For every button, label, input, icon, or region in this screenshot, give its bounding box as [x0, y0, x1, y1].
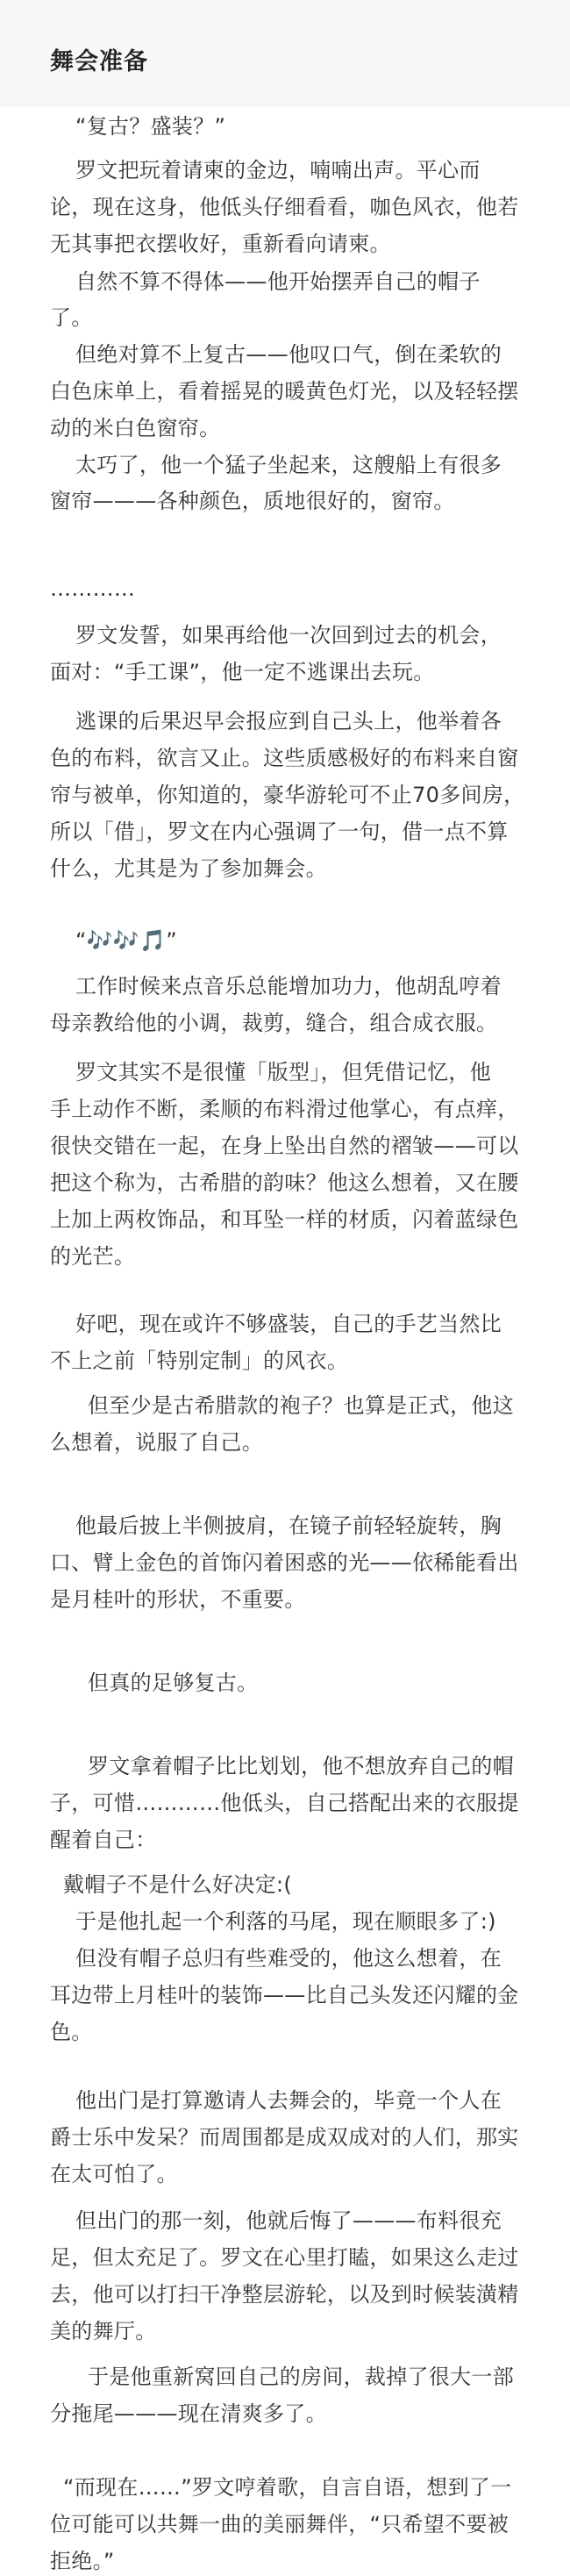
paragraph-line: 什么，尤其是为了参加舞会。	[50, 856, 327, 881]
paragraph-line: 自然不算不得体——他开始摆弄自己的帽子	[75, 269, 481, 294]
paragraph-line: 但出门的那一刻，他就后悔了———布料很充	[75, 2208, 502, 2233]
paragraph-line: 罗文发誓，如果再给他一次回到过去的机会，	[75, 623, 502, 648]
paragraph-line: 不上之前「特别定制」的风衣。	[50, 1349, 349, 1373]
paragraph-line: 爵士乐中发呆？而周围都是成双成对的人们，那实	[50, 2125, 519, 2150]
paragraph-line: 工作时候来点音乐总能增加功力，他胡乱哼着	[75, 974, 502, 998]
paragraph-line: “🎶🎶🎵”	[75, 928, 178, 953]
paragraph-line: 子，可惜…………他低头，自己搭配出来的衣服提	[50, 1791, 519, 1815]
paragraph-line: 拒绝。”	[50, 2549, 115, 2573]
paragraph-line: 他最后披上半侧披肩，在镜子前轻轻旋转，胸	[75, 1513, 502, 1538]
paragraph-line: 罗文把玩着请柬的金边，喃喃出声。平心而	[75, 158, 481, 182]
paragraph-line: 足，但太充足了。罗文在心里打瞌，如果这么走过	[50, 2245, 519, 2270]
paragraph-line: 于是他重新窝回自己的房间，裁掉了很大一部	[88, 2365, 514, 2389]
paragraph-line: 的光芒。	[50, 1244, 136, 1269]
paragraph-line: 于是他扎起一个利落的马尾，现在顺眼多了:)	[75, 1909, 496, 1934]
paragraph-line: 口、臂上金色的首饰闪着困惑的光——依稀能看出	[50, 1550, 519, 1575]
paragraph-line: 美的舞厅。	[50, 2319, 157, 2343]
paragraph-line: 很快交错在一起，在身上坠出自然的褶皱——可以	[50, 1134, 519, 1158]
paragraph-line: “而现在……”罗文哼着歌，自言自语，想到了一	[63, 2475, 512, 2500]
paragraph-line: 面对：“手工课”，他一定不逃课出去玩。	[50, 660, 435, 684]
paragraph-line: 但没有帽子总归有些难受的，他这么想着，在	[75, 1946, 502, 1971]
paragraph-line: 手上动作不断，柔顺的布料滑过他掌心，有点痒，	[50, 1097, 519, 1121]
paragraph-line: 逃课的后果迟早会报应到自己头上，他举着各	[75, 709, 502, 733]
paragraph-line: 太巧了，他一个猛子坐起来，这艘船上有很多	[75, 453, 502, 477]
paragraph-line: 醒着自己：	[50, 1828, 157, 1852]
paragraph-line: 把这个称为，古希腊的韵味？他这么想着，又在腰	[50, 1170, 519, 1195]
paragraph-line: 罗文拿着帽子比比划划，他不想放弃自己的帽	[88, 1754, 514, 1778]
paragraph-line: 戴帽子不是什么好决定:(	[63, 1872, 293, 1897]
paragraph-line: 去，他可以打扫干净整层游轮，以及到时候装潢精	[50, 2282, 519, 2307]
paragraph-line: 母亲教给他的小调，裁剪，缝合，组合成衣服。	[50, 1011, 498, 1035]
paragraph-line: 在太可怕了。	[50, 2162, 178, 2186]
paragraph-line: 罗文其实不是很懂「版型」，但凭借记忆，他	[75, 1060, 491, 1084]
paragraph-line: 但真的足够复古。	[88, 1671, 259, 1695]
paragraph-line: 所以「借」，罗文在内心强调了一句，借一点不算	[50, 819, 509, 844]
paragraph-line: 色。	[50, 2020, 93, 2044]
page-title: 舞会准备	[50, 48, 148, 75]
paragraph-line: “复古？盛装？”	[75, 114, 226, 139]
paragraph-line: 无其事把衣摆收好，重新看向请柬。	[50, 232, 391, 256]
paragraph-line: 色的布料，欲言又止。这些质感极好的布料来自窗	[50, 746, 519, 770]
paragraph-line: 是月桂叶的形状，不重要。	[50, 1587, 306, 1612]
paragraph-line: 上加上两枚饰品，和耳坠一样的材质，闪着蓝绿色	[50, 1207, 519, 1232]
title-bar	[0, 0, 570, 107]
paragraph-line: 分拖尾———现在清爽多了。	[50, 2401, 327, 2426]
paragraph-line: 白色床单上，看着摇晃的暖黄色灯光，以及轻轻摆	[50, 379, 519, 404]
paragraph-line: 位可能可以共舞一曲的美丽舞伴，“只希望不要被	[50, 2512, 509, 2537]
paragraph-line: 耳边带上月桂叶的装饰——比自己头发还闪耀的金	[50, 1983, 519, 2007]
paragraph-line: 但绝对算不上复古——他叹口气，倒在柔软的	[75, 342, 502, 367]
article-body	[0, 107, 570, 2573]
paragraph-line: 窗帘———各种颜色，质地很好的，窗帘。	[50, 489, 455, 513]
paragraph-line: 帘与被单，你知道的，豪华游轮可不止70多间房，	[50, 783, 525, 807]
paragraph-line: 了。	[50, 305, 93, 330]
paragraph-line: 论，现在这身，他低头仔细看看，咖色风衣，他若	[50, 195, 519, 219]
paragraph-line: 好吧，现在或许不够盛装，自己的手艺当然比	[75, 1312, 502, 1336]
paragraph-line: 么想着，说服了自己。	[50, 1430, 263, 1455]
paragraph-line: 他出门是打算邀请人去舞会的，毕竟一个人在	[75, 2088, 502, 2113]
paragraph-line: …………	[50, 576, 136, 601]
paragraph-line: 动的米白色窗帘。	[50, 416, 221, 440]
paragraph-line: 但至少是古希腊款的袍子？也算是正式，他这	[88, 1393, 514, 1418]
